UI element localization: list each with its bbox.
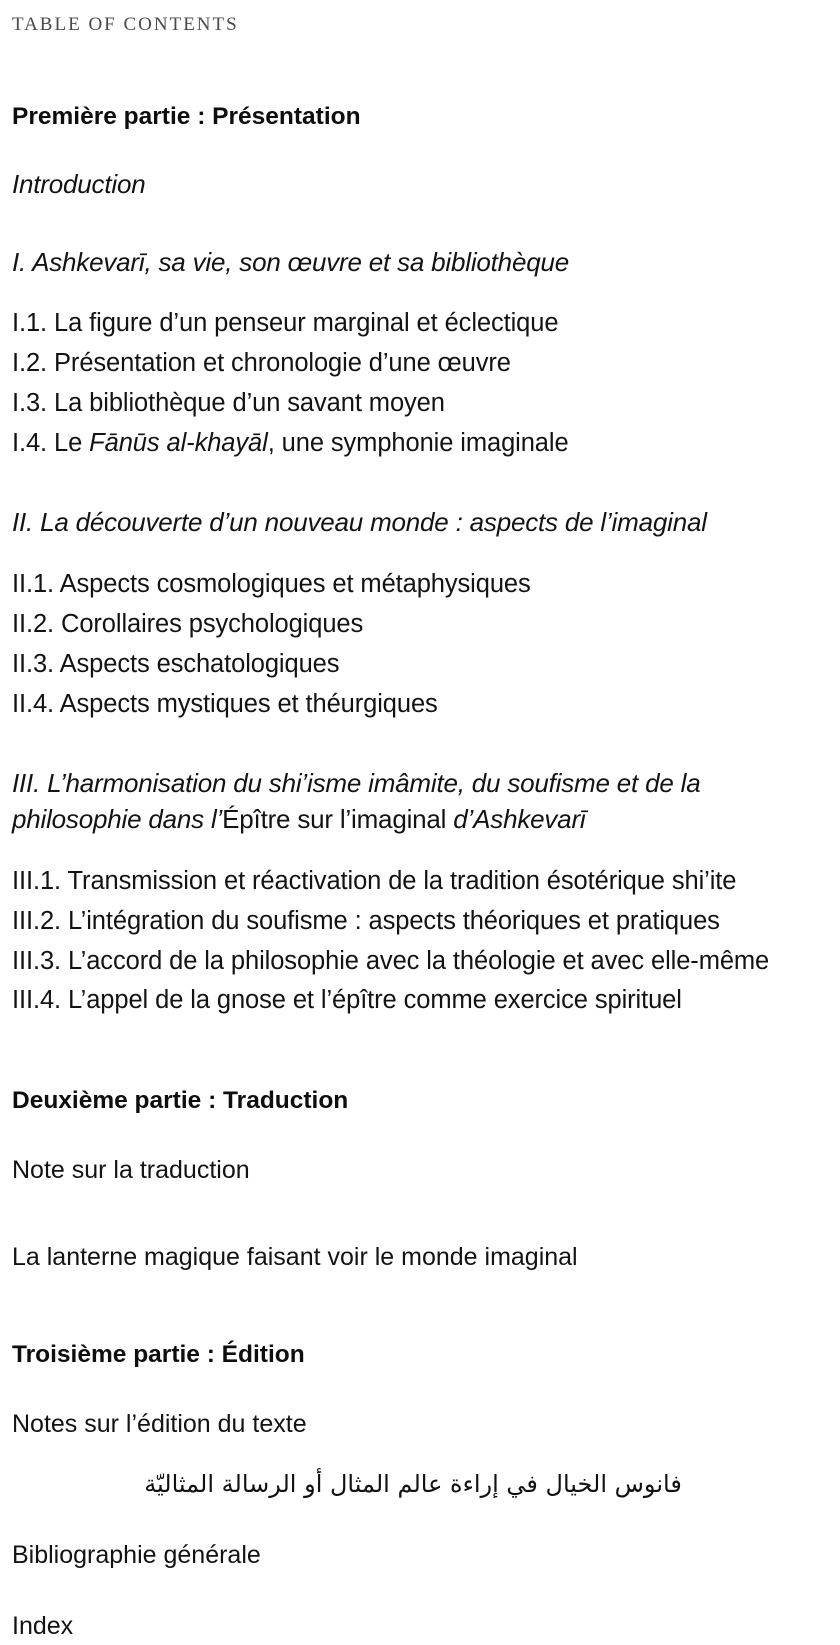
toc-item[interactable]: I.3. La bibliothèque d’un savant moyen bbox=[12, 388, 445, 417]
toc-item[interactable]: II.2. Corollaires psychologiques bbox=[12, 610, 364, 639]
chapter-title-iii-part-two: d’Ashkevarī bbox=[446, 804, 586, 835]
toc-item[interactable]: III.1. Transmission et réactivation de la tradition ésotérique shi’ite bbox=[12, 867, 737, 896]
toc-item[interactable]: II.1. Aspects cosmologiques et métaphysiques bbox=[12, 570, 531, 599]
toc-entry-bibliographie[interactable]: Bibliographie générale bbox=[12, 1540, 261, 1569]
chapter-title-iii-part-one: III. L’harmonisation du shi’isme imâmite, du soufisme et de la philosophie dans l’ bbox=[12, 768, 701, 835]
chapter-iii-item-list bbox=[12, 862, 828, 1021]
toc-entry-index[interactable]: Index bbox=[12, 1611, 74, 1640]
chapter-title-i[interactable]: I. Ashkevarī, sa vie, son œuvre et sa bibliothèque bbox=[12, 246, 569, 277]
toc-item-title-italic: Fānūs al-khayāl bbox=[89, 428, 268, 457]
toc-item-suffix: , une symphonie imaginale bbox=[267, 428, 569, 457]
running-head: TABLE OF CONTENTS bbox=[12, 14, 239, 35]
toc-item[interactable]: III.3. L’accord de la philosophie avec la théologie et avec elle-même bbox=[12, 946, 770, 975]
toc-item[interactable]: I.2. Présentation et chronologie d’une œuvre bbox=[12, 349, 511, 378]
toc-item[interactable] bbox=[12, 424, 828, 464]
toc-item[interactable]: III.2. L’intégration du soufisme : aspects théoriques et pratiques bbox=[12, 906, 720, 935]
part-title-one[interactable]: Première partie : Présentation bbox=[12, 102, 361, 130]
chapter-title-ii[interactable]: II. La découverte d’un nouveau monde : aspects de l’imaginal bbox=[12, 507, 707, 538]
toc-entry-arabic-title[interactable]: فانوس الخيال في إراءة عالم المثال أو الرسالة المثاليّة bbox=[144, 1469, 682, 1498]
toc-entry-lanterne-magique[interactable]: La lanterne magique faisant voir le monde imaginal bbox=[12, 1243, 578, 1272]
chapter-title-iii-work-name: Épître sur l’imaginal bbox=[222, 804, 447, 835]
toc-item-prefix: I.4. Le bbox=[12, 428, 90, 457]
toc-item[interactable]: I.1. La figure d’un penseur marginal et éclectique bbox=[12, 309, 559, 338]
toc-entry-note-traduction[interactable]: Note sur la traduction bbox=[12, 1156, 250, 1185]
part-title-three[interactable]: Troisième partie : Édition bbox=[12, 1341, 305, 1369]
toc-item[interactable]: II.3. Aspects eschatologiques bbox=[12, 649, 340, 678]
toc-entry-introduction[interactable]: Introduction bbox=[12, 168, 146, 199]
toc-item[interactable]: III.4. L’appel de la gnose et l’épître comme exercice spirituel bbox=[12, 986, 682, 1015]
chapter-i-item-list bbox=[12, 304, 828, 463]
chapter-title-iii[interactable] bbox=[12, 766, 828, 838]
toc-item[interactable]: II.4. Aspects mystiques et théurgiques bbox=[12, 689, 438, 718]
chapter-ii-item-list bbox=[12, 565, 828, 724]
toc-entry-notes-edition[interactable]: Notes sur l’édition du texte bbox=[12, 1409, 307, 1438]
part-title-two[interactable]: Deuxième partie : Traduction bbox=[12, 1087, 349, 1115]
